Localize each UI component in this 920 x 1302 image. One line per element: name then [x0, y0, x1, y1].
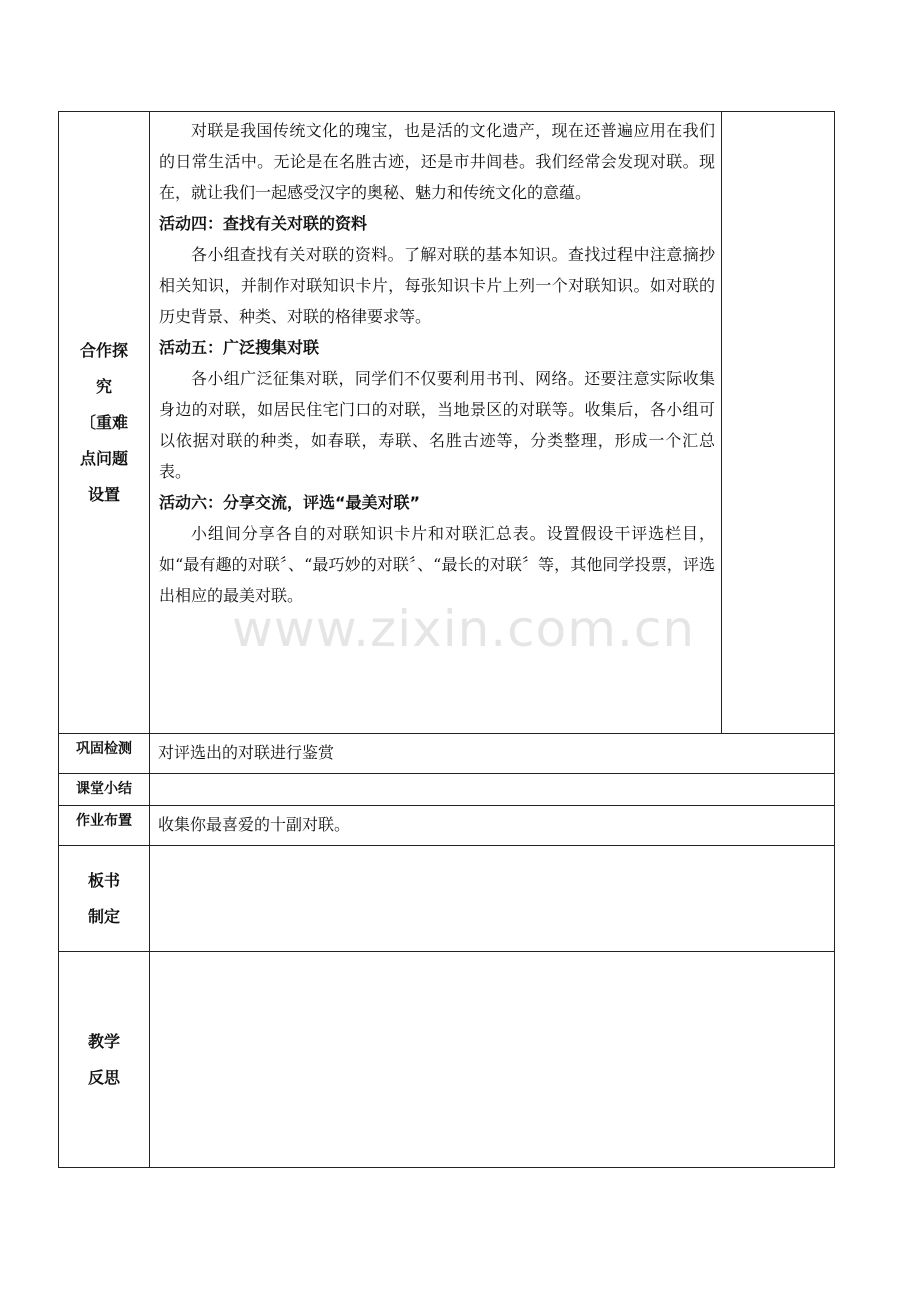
homework-text: 收集你最喜爱的十副对联。 [150, 806, 835, 846]
summary-row [59, 774, 835, 806]
exploration-label-line: 设置 [87, 484, 120, 504]
blackboard-row [59, 846, 835, 952]
summary-text [150, 774, 835, 806]
reflection-label-line: 反思 [87, 1067, 120, 1087]
summary-label: 课堂小结 [59, 774, 150, 806]
blackboard-label-line: 板书 [87, 870, 120, 890]
activity-five-paragraph: 各小组广泛征集对联，同学们不仅要利用书刊、网络。还要注意实际收集身边的对联，如居民住宅门口的对联，当地景区的对联等。收集后，各小组可以依据对联的种类，如春联，寿联、名胜古迹等，分类整理，形成一个汇总表。 [159, 369, 715, 481]
reflection-row [59, 952, 835, 1168]
activity-five-heading: 活动五：广泛搜集对联 [159, 338, 320, 357]
activity-six-paragraph: 小组间分享各自的对联知识卡片和对联汇总表。设置假设干评选栏目，如“最有趣的对联〞、“最巧妙的对联〞、“最长的对联〞等，其他同学投票，评选出相应的最美对联。 [159, 524, 715, 605]
watermark-text: www.zixin.com.cn [232, 600, 696, 658]
homework-row [59, 806, 835, 846]
exploration-label-line: 合作探 [79, 340, 128, 360]
exploration-row [59, 112, 835, 734]
reflection-content [150, 952, 835, 1168]
exploration-content [150, 112, 722, 734]
exploration-label [59, 112, 150, 734]
exploration-label-line: 究 [95, 376, 112, 396]
exploration-label-line: 点问题 [79, 448, 128, 468]
lesson-plan-table [58, 111, 835, 1168]
exploration-label-line: 〔重难 [79, 412, 128, 432]
activity-four-heading: 活动四：查找有关对联的资料 [159, 214, 368, 233]
activity-six-heading: 活动六：分享交流，评选“最美对联” [159, 493, 421, 512]
notes-column-cell [722, 112, 835, 734]
blackboard-content [150, 846, 835, 952]
blackboard-label [59, 846, 150, 952]
consolidation-row [59, 734, 835, 774]
reflection-label-line: 教学 [87, 1031, 120, 1051]
consolidation-label: 巩固检测 [59, 734, 150, 774]
activity-four-paragraph: 各小组查找有关对联的资料。了解对联的基本知识。查找过程中注意摘抄相关知识，并制作对联知识卡片，每张知识卡片上列一个对联知识。如对联的历史背景、种类、对联的格律要求等。 [159, 245, 715, 326]
consolidation-text: 对评选出的对联进行鉴赏 [150, 734, 835, 774]
homework-label: 作业布置 [59, 806, 150, 846]
lesson-plan-sheet [58, 111, 834, 1168]
reflection-label [59, 952, 150, 1168]
blackboard-label-line: 制定 [87, 906, 120, 926]
intro-paragraph: 对联是我国传统文化的瑰宝，也是活的文化遗产，现在还普遍应用在我们的日常生活中。无论是在名胜古迹，还是市井闾巷。我们经常会发现对联。现在，就让我们一起感受汉字的奥秘、魅力和传统文化的意蕴。 [159, 121, 715, 202]
